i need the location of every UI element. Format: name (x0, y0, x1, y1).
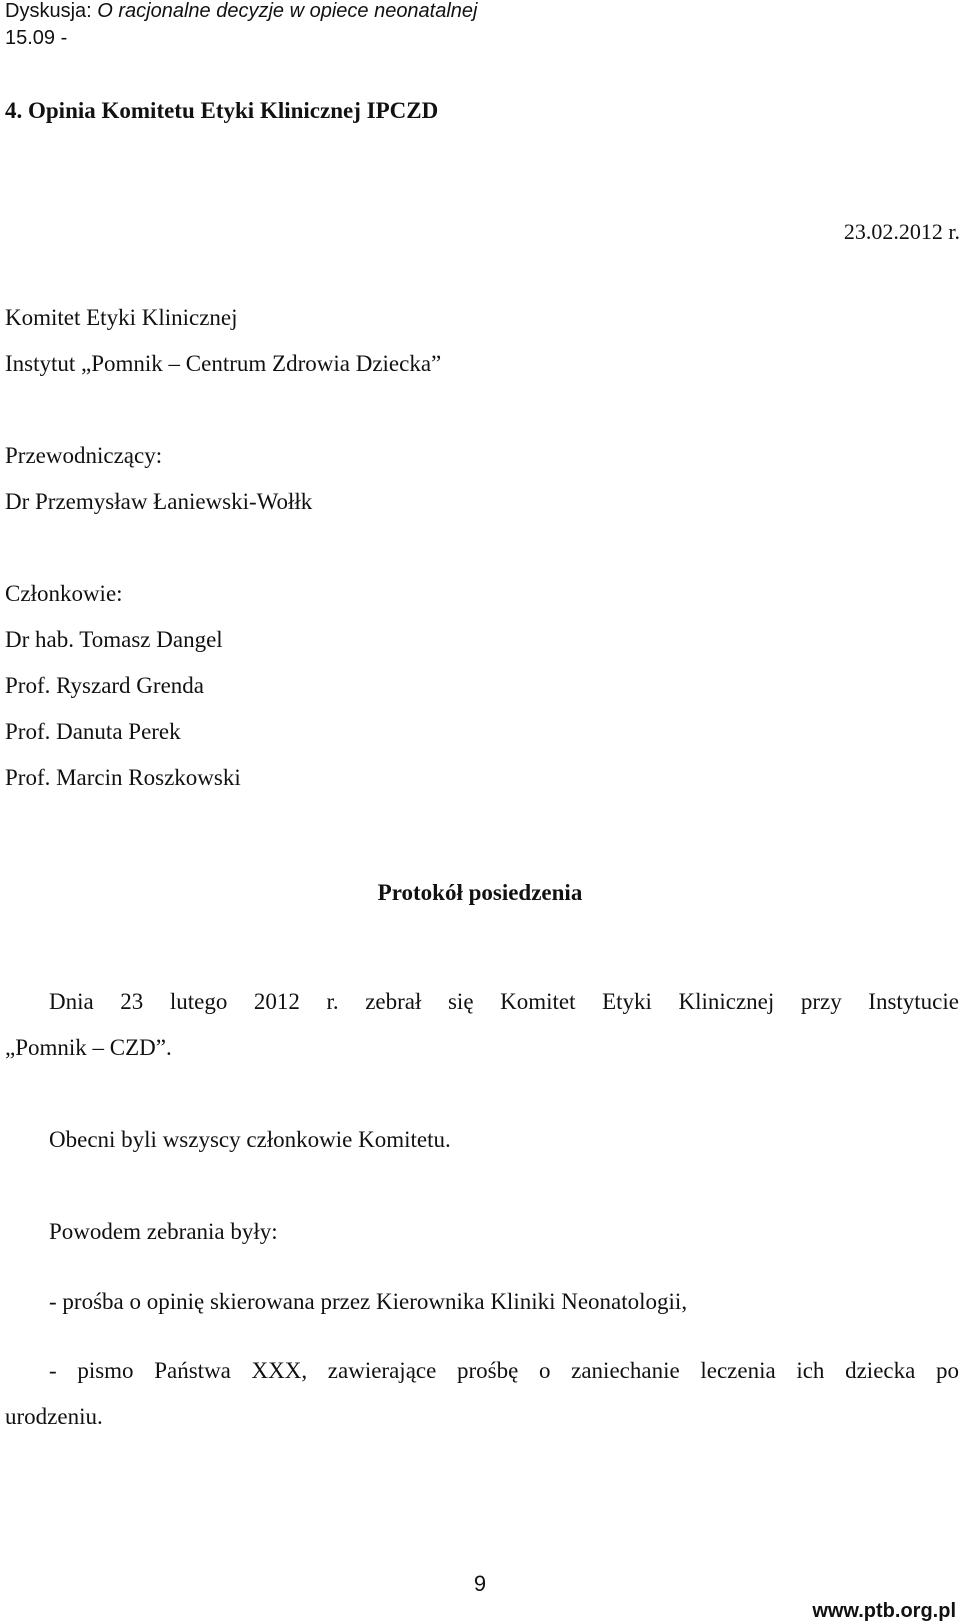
protocol-title: Protokół posiedzenia (377, 880, 583, 905)
reason-item-2-line2: urodzeniu. (5, 1404, 103, 1429)
committee-institution: Instytut „Pomnik – Centrum Zdrowia Dziecka” (5, 351, 442, 376)
member-item: Prof. Marcin Roszkowski (5, 765, 241, 790)
page-number: 9 (473, 1571, 487, 1596)
protocol-attendance: Obecni byli wszyscy członkowie Komitetu. (49, 1127, 451, 1152)
section-title: 4. Opinia Komitetu Etyki Klinicznej IPCZD (5, 98, 439, 123)
header-date-line: 15.09 - (5, 27, 68, 49)
member-item: Prof. Ryszard Grenda (5, 673, 204, 698)
discussion-header (5, 0, 478, 23)
protocol-intro-line2: „Pomnik – CZD”. (5, 1035, 172, 1060)
footer-url: www.ptb.org.pl (812, 1600, 956, 1622)
reason-item-2-line1: - pismo Państwa XXX, zawierające prośbę o zaniechanie leczenia ich dziecka po (49, 1358, 959, 1383)
reason-item-1: - prośba o opinię skierowana przez Kierownika Kliniki Neonatologii, (49, 1289, 688, 1314)
chair-name: Dr Przemysław Łaniewski-Wołłk (5, 489, 313, 514)
member-item: Prof. Danuta Perek (5, 719, 181, 744)
header-title: O racjonalne decyzje w opiece neonatalnej (97, 0, 478, 22)
protocol-intro-line1: Dnia 23 lutego 2012 r. zebrał się Komitet Etyki Klinicznej przy Instytucie (49, 989, 959, 1014)
document-date: 23.02.2012 r. (843, 219, 960, 244)
member-item: Dr hab. Tomasz Dangel (5, 627, 223, 652)
members-label: Członkowie: (5, 581, 123, 606)
header-prefix: Dyskusja: (5, 0, 98, 22)
committee-name: Komitet Etyki Klinicznej (5, 305, 238, 330)
chair-label: Przewodniczący: (5, 443, 163, 468)
reasons-label: Powodem zebrania były: (49, 1219, 278, 1244)
